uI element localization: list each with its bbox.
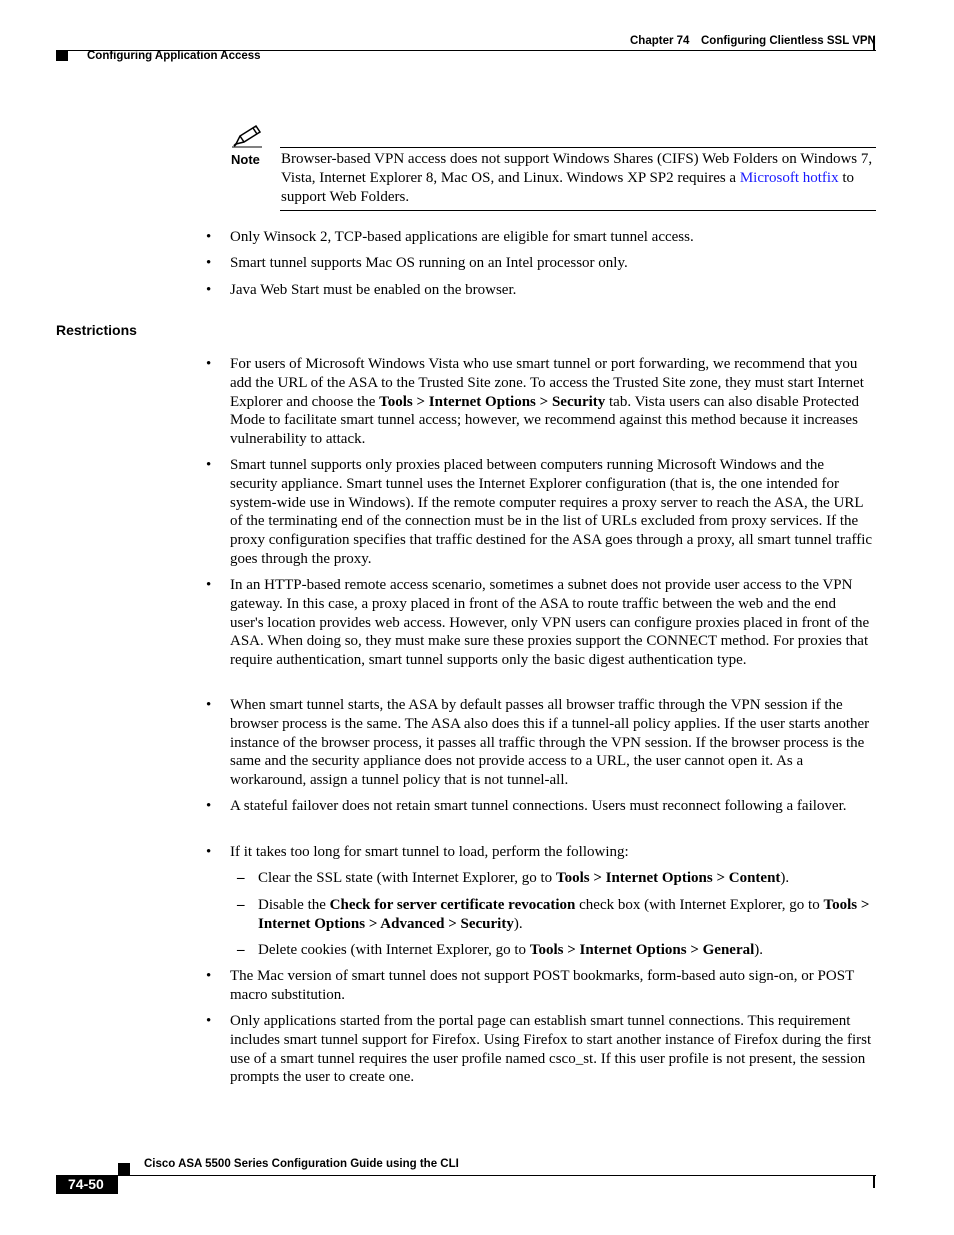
note-label: Note: [231, 152, 260, 167]
sub-list-item: [258, 896, 878, 934]
page-number: 74-50: [68, 1176, 104, 1192]
restrictions-heading: Restrictions: [56, 322, 137, 338]
sub-item-text: check box (with Internet Explorer, go to: [575, 897, 824, 913]
footer-rule: [56, 1175, 876, 1176]
guide-title: Cisco ASA 5500 Series Configuration Guide using the CLI: [144, 1158, 459, 1170]
bullet-symbol: •: [206, 1013, 212, 1029]
note-text-before: Browser-based VPN access does not support Windows Shares (CIFS) Web Folders on Windows 7, Vista, Internet Explorer 8, Mac OS, and Linux. Windows XP SP2 requires a: [281, 151, 873, 186]
list-item: Only Winsock 2, TCP-based applications are eligible for smart tunnel access.: [230, 229, 694, 245]
sub-item-text: ).: [780, 870, 790, 886]
list-item-text: For users of Microsoft Windows Vista who use smart tunnel or port forwarding, we recommend that you add the URL of the ASA to the Trusted Site zone. To access the Trusted Site zone, they must start Internet Explorer and choose the: [230, 356, 864, 410]
bullet-symbol: •: [206, 457, 212, 473]
sub-item-text: Delete cookies (with Internet Explorer, go to: [258, 942, 530, 958]
list-item: Only applications started from the portal page can establish smart tunnel connections. This requirement includes smart tunnel support for Firefox. Using Firefox to start another instance of Firefox during the first use of a smart tunnel requires the user profile named csco_st. If this user profile is not present, the session prompts the user to create one.: [230, 1013, 872, 1086]
sub-list-item: [258, 869, 878, 888]
pencil-icon: [232, 124, 264, 148]
list-item: A stateful failover does not retain smart tunnel connections. Users must reconnect following a failover.: [230, 798, 847, 814]
bullet-symbol: •: [206, 356, 212, 372]
sub-item-text: Clear the SSL state (with Internet Explorer, go to: [258, 870, 556, 886]
list-item: The Mac version of smart tunnel does not support POST bookmarks, form-based auto sign-on, or POST macro substitution.: [230, 968, 854, 1003]
note-bottom-rule: [280, 210, 876, 211]
sub-list-item: [258, 941, 878, 960]
menu-path: Tools > Internet Options > Security: [379, 393, 606, 410]
bullet-symbol: •: [206, 968, 212, 984]
note-text: [281, 150, 876, 206]
bullet-symbol: •: [206, 697, 212, 713]
dash-symbol: –: [237, 870, 245, 886]
microsoft-hotfix-link[interactable]: Microsoft hotfix: [739, 169, 839, 186]
list-item: Java Web Start must be enabled on the browser.: [230, 282, 517, 298]
list-item: Smart tunnel supports only proxies placed between computers running Microsoft Windows and the security appliance. Smart tunnel uses the Internet Explorer configuration (that is, the one intended for system-wide use in Windows). If the remote computer requires a proxy server to reach the ASA, the URL of the terminating end of the connection must be in the list of URLs excluded from proxy services. If the proxy configuration specifies that traffic destined for the ASA goes through a proxy, all smart tunnel traffic goes through the proxy.: [230, 457, 873, 567]
list-item: If it takes too long for smart tunnel to load, perform the following:: [230, 844, 629, 860]
footer-marker: [118, 1163, 130, 1175]
bullet-symbol: •: [206, 577, 212, 593]
menu-path: Tools > Internet Options > General: [529, 942, 755, 958]
sub-item-text: ).: [513, 915, 523, 932]
checkbox-name: Check for server certificate revocation: [329, 897, 576, 913]
menu-path: Tools > Internet Options > Content: [555, 870, 781, 886]
header-marker: [56, 51, 68, 61]
dash-symbol: –: [237, 942, 245, 958]
bullet-symbol: •: [206, 844, 212, 860]
bullet-symbol: •: [206, 798, 212, 814]
list-item: When smart tunnel starts, the ASA by default passes all browser traffic through the VPN session if the browser process is the same. The ASA also does this if a tunnel-all policy applies. If the user starts another instance of the browser process, it passes all traffic through the VPN session. If the browser process is the same and the security appliance does not provide access to a URL, the user cannot open it. As a workaround, assign a tunnel policy that is not tunnel-all.: [230, 697, 870, 789]
dash-symbol: –: [237, 897, 245, 913]
list-item: Smart tunnel supports Mac OS running on an Intel processor only.: [230, 255, 628, 271]
sub-item-text: Disable the: [258, 897, 330, 913]
note-top-rule: [280, 147, 876, 148]
footer-right-tick: [873, 1175, 875, 1188]
bullet-symbol: •: [206, 282, 212, 298]
bullet-symbol: •: [206, 229, 212, 245]
chapter-number: Chapter 74: [630, 35, 690, 47]
menu-path: Tools > Internet Options > Advanced > Security: [258, 897, 870, 932]
list-item-text: tab. Vista users can also disable Protected Mode to facilitate smart tunnel access; however, we recommend against this method because it increases vulnerability to attack.: [230, 393, 860, 448]
bullet-symbol: •: [206, 255, 212, 271]
chapter-title: Configuring Clientless SSL VPN: [701, 35, 876, 47]
section-title: Configuring Application Access: [87, 50, 261, 62]
list-item: [230, 355, 873, 449]
note-text-after: to support Web Folders.: [281, 169, 855, 205]
sub-item-text: ).: [754, 942, 764, 958]
list-item: In an HTTP-based remote access scenario, sometimes a subnet does not provide user access to the VPN gateway. In this case, a proxy placed in front of the ASA to route traffic between the web and the end user's location provides web access. However, only VPN users can configure proxies placed in front of the ASA. When doing so, they must make sure these proxies support the CONNECT method. For proxies that require authentication, smart tunnel supports only the basic digest authentication type.: [230, 577, 870, 669]
